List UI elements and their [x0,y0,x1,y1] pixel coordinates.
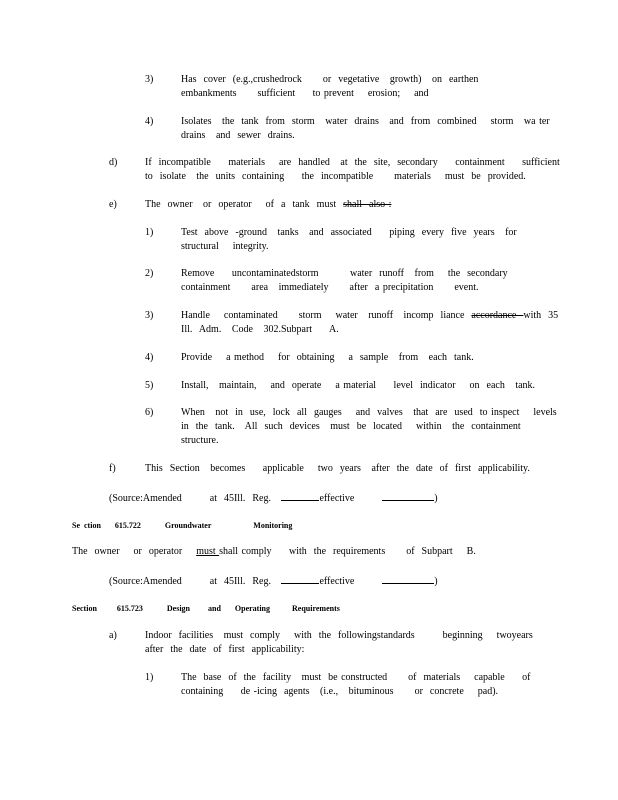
item-e-text: The owner or operator of a tank must [145,199,344,210]
source-close: ) [434,576,438,587]
e5-line-1: Install, maintain, and operate a material level indicator on each tank. [181,380,536,391]
body-text-end: shall comply with the requirements of Subpart B. [219,546,476,557]
item-e-line [145,198,391,212]
e6-line-3: structure. [181,435,219,446]
blank-line [382,573,434,584]
item-3-line-2: embankments sufficient to prevent erosion; and [181,88,429,99]
list-number: 2) [145,268,154,279]
item-f-line-1: This Section becomes applicable two years after the date of first applicability. [145,463,530,474]
item-4-line-2: drains and sewer drains. [181,130,295,141]
section-722-body [72,545,476,559]
source-note [109,490,438,506]
list-number: 5) [145,380,154,391]
item-4-line-1: Isolates the tank from storm water drains and from combined storm wa ter [181,116,550,127]
list-number: 1) [145,672,154,683]
e3-line-2: Ill. Adm. Code 302.Subpart A. [181,324,339,335]
list-number: 3) [145,310,154,321]
list-number: 3) [145,74,154,85]
e3-line-1 [181,309,558,323]
e2-line-1: Remove uncontaminatedstorm water runoff from the secondary [181,268,508,279]
blank-line [382,490,434,501]
list-letter: a) [109,630,117,641]
list-letter: d) [109,157,118,168]
e6-line-1: When not in use, lock all gauges and valves that are used to inspect levels [181,407,557,418]
item-a-line-1: Indoor facilities must comply with the followingstandards beginning twoyears [145,630,533,641]
source-close: ) [434,493,438,504]
blank-line [281,573,319,584]
section-heading: Se ction 615.722 Groundwater Monitoring [72,521,293,530]
struck-text: accordance [471,310,524,321]
struck-text: shall also : [343,199,392,210]
source-note [109,573,438,589]
section-heading: Section 615.723 Design and Operating Requirements [72,604,340,613]
list-number: 4) [145,116,154,127]
e3-text: Handle contaminated storm water runoff incomp liance [181,310,472,321]
e4-line-1: Provide a method for obtaining a sample from each tank. [181,352,474,363]
list-number: 6) [145,407,154,418]
item-d-line-2: to isolate the units containing the incompatible materials must be provided. [145,171,526,182]
list-letter: f) [109,463,116,474]
underlined-text: must [196,546,220,557]
e3-text-end: with 35 [523,310,559,321]
a1-line-2: containing de -icing agents (i.e., bituminous or concrete pad). [181,686,499,697]
item-d-line-1: If incompatible materials are handled at the site, secondary containment sufficient [145,157,560,168]
body-text: The owner or operator [72,546,197,557]
e2-line-2: containment area immediately after a precipitation event. [181,282,479,293]
blank-line [281,490,319,501]
e6-line-2: in the tank. All such devices must be located within the containment [181,421,521,432]
source-text: (Source:Amended at 45Ill. Reg. [109,493,282,504]
e1-line-2: structural integrity. [181,241,269,252]
list-number: 4) [145,352,154,363]
source-effective: effective [319,576,383,587]
item-3-line-1: Has cover (e.g.,crushedrock or vegetative growth) on earthen [181,74,479,85]
source-effective: effective [319,493,383,504]
item-a-line-2: after the date of first applicability: [145,644,305,655]
source-text: (Source:Amended at 45Ill. Reg. [109,576,282,587]
list-letter: e) [109,199,117,210]
list-number: 1) [145,227,154,238]
e1-line-1: Test above -ground tanks and associated piping every five years for [181,227,517,238]
a1-line-1: The base of the facility must be constructed of materials capable of [181,672,531,683]
